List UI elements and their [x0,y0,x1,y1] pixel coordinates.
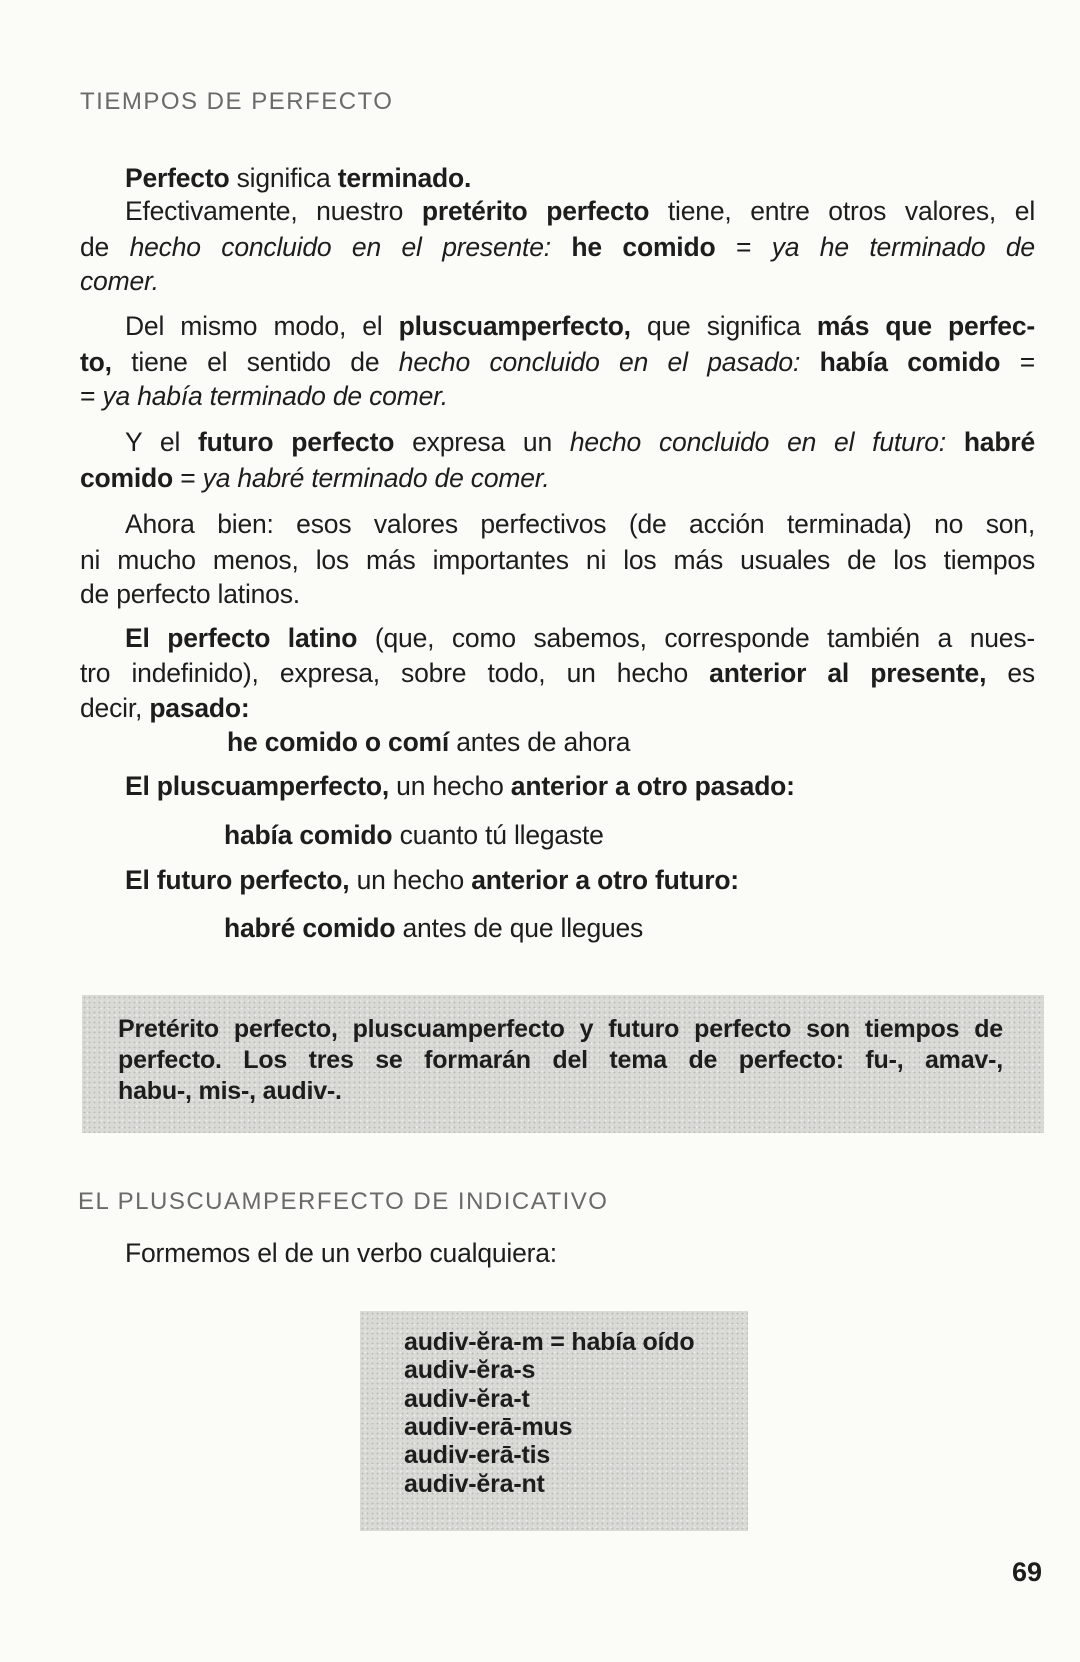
text-run: (que, como sabemos, corresponde también a nues- [357,623,1035,653]
text-line [227,724,630,760]
bold-text: he comido [571,232,716,262]
text-line [80,229,1035,265]
italic-text: ya había terminado de comer. [102,381,448,411]
italic-text: comer. [80,266,159,296]
text-line [80,576,300,612]
bold-text: to, [80,347,112,377]
bold-text: pluscuamperfecto, [398,311,631,341]
text-line [125,160,471,196]
section-heading-tiempos-de-perfecto: TIEMPOS DE PERFECTO [80,88,394,115]
bold-text: anterior al presente, [709,658,987,688]
bold-text: audiv-erā-mus [404,1413,573,1441]
bold-text: habré [963,427,1035,457]
conjugation-line [404,1466,545,1502]
text-run: expresa un [394,427,570,457]
text-run: tro indefinido), expresa, sobre todo, un hecho [80,658,710,688]
bold-text: había comido [224,820,393,850]
text-run: = [715,232,772,262]
text-line [125,862,739,898]
bold-text: habré comido [224,913,396,943]
text-line [80,344,1035,380]
text-run: Y el [125,427,199,457]
bold-text: pretérito perfecto [421,196,650,226]
text-run: Ahora bien: esos valores perfectivos (de acción terminada) no son, [125,509,1035,539]
bold-text: El futuro perfecto, [125,865,350,895]
text-line [80,460,550,496]
text-run: Del mismo modo, el [125,311,399,341]
text-run: cuanto tú llegaste [392,820,604,850]
text-line [224,910,643,946]
text-line [125,308,1035,344]
italic-text: hecho concluido en el pasado: [398,347,801,377]
text-run [551,232,572,262]
text-line [125,193,1035,229]
bold-text: audiv-ĕra-t [404,1385,530,1413]
bold-text: Pretérito perfecto, pluscuamperfecto y futuro perfecto son tiempos de [118,1015,1003,1043]
text-line [125,620,1035,656]
text-run: un hecho [349,865,472,895]
text-run: = [173,463,203,493]
bold-text: comido [80,463,174,493]
bold-text: habu-, mis-, audiv-. [118,1077,342,1105]
text-run: antes de ahora [449,727,631,757]
section-heading-pluscuamperfecto: EL PLUSCUAMPERFECTO DE INDICATIVO [78,1188,609,1215]
text-run: Efectivamente, nuestro [125,196,422,226]
text-line [80,263,159,299]
bold-text: audiv-ĕra-nt [404,1470,545,1498]
bold-text: audiv-erā-tis [404,1441,551,1469]
text-run: que significa [630,311,817,341]
bold-text: terminado. [337,163,472,193]
text-line [118,1073,342,1109]
text-line [224,817,604,853]
text-run: un hecho [389,771,511,801]
text-run [800,347,819,377]
bold-text: pasado: [149,693,250,723]
text-run: ni mucho menos, los más importantes ni los más usuales de los tiempos [80,545,1035,575]
bold-text: Perfecto [125,163,230,193]
text-run: decir, [80,693,150,723]
text-run: tiene, entre otros valores, el [649,196,1036,226]
text-line [80,655,1035,691]
italic-text: hecho concluido en el presente: [129,232,551,262]
bold-text: El perfecto latino [125,623,358,653]
text-line [125,1235,557,1271]
bold-text: había comido [819,347,1001,377]
page-number: 69 [1012,1557,1043,1587]
text-run: significa [229,163,338,193]
bold-text: más que perfec- [816,311,1036,341]
text-run: es [986,658,1035,688]
bold-text: audiv-ĕra-m = había oído [404,1328,695,1356]
italic-text: hecho concluido en el futuro: [569,427,946,457]
bold-text: anterior a otro futuro: [471,865,739,895]
italic-text: ya he terminado de [771,232,1035,262]
text-line [125,424,1035,460]
bold-text: audiv-ĕra-s [404,1356,536,1384]
bold-text: futuro perfecto [198,427,395,457]
text-run: = [80,381,103,411]
italic-text: ya habré terminado de comer. [202,463,550,493]
text-line [125,768,795,804]
text-line [80,378,448,414]
text-run: = [1000,347,1035,377]
text-run: de perfecto latinos. [80,579,300,609]
bold-text: he comido o comí [227,727,450,757]
text-run [946,427,964,457]
bold-text: El pluscuamperfecto, [125,771,390,801]
text-run: antes de que llegues [395,913,644,943]
bold-text: anterior a otro pasado: [510,771,795,801]
text-run: de [80,232,130,262]
text-line [125,506,1035,542]
text-run: tiene el sentido de [111,347,399,377]
text-line [80,542,1035,578]
bold-text: perfecto. Los tres se formarán del tema de perfecto: fu-, amav-, [118,1046,1003,1074]
text-run: Formemos el de un verbo cualquiera: [125,1238,557,1268]
text-line [80,690,250,726]
